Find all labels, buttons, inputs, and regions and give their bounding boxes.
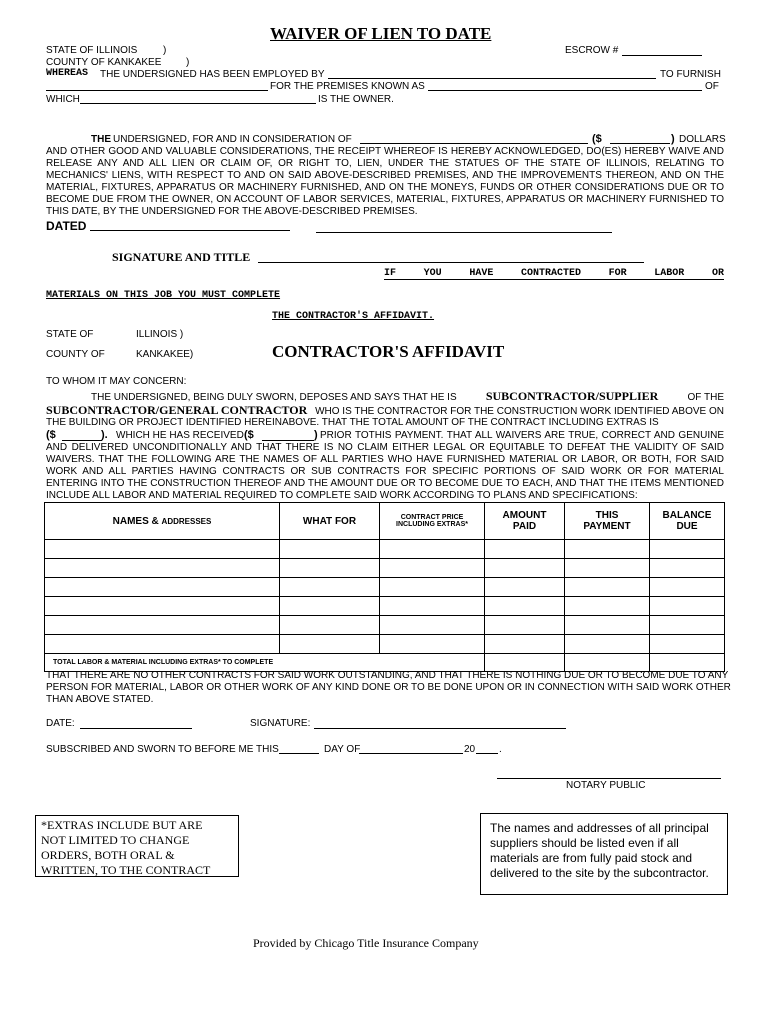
signature-line[interactable]	[316, 232, 612, 233]
notice-line-2: MATERIALS ON THIS JOB YOU MUST COMPLETE	[46, 290, 281, 301]
the-label: THE	[91, 134, 111, 145]
affidavit-line: ENTERING INTO THE CONSTRUCTION THEREOF AND THE AMOUNT DUE OR TO BECOME DUE TO EACH, AND THAT THE ITEMS MENTIONED	[46, 478, 724, 489]
whereas-word: WHEREAS	[46, 68, 89, 79]
notice-word: OR	[711, 268, 724, 279]
dated-field[interactable]	[90, 230, 290, 231]
names-note-box	[480, 813, 728, 895]
closing-line: THAT THERE ARE NO OTHER CONTRACTS FOR SAID WORK OUTSTANDING, AND THAT THERE IS NOTHING DUE OR TO BECOME DUE TO ANY	[46, 670, 729, 681]
total-label: TOTAL LABOR & MATERIAL INCLUDING EXTRAS* TO COMPLETE	[45, 654, 485, 672]
signature-label: SIGNATURE:	[250, 718, 311, 729]
received-text: WHICH HE HAS RECEIVED	[116, 430, 244, 441]
aff-state-value: ILLINOIS )	[136, 329, 184, 340]
consideration-line: RELEASE ANY AND ALL LIEN OR CLAIM OF, OR RIGHT TO, LIEN, UNDER THE STATUES OF THE STATE OF ILLINOIS, RELATING TO	[46, 158, 724, 169]
form-title: WAIVER OF LIEN TO DATE	[270, 24, 492, 43]
dollars-label: DOLLARS	[679, 134, 726, 145]
date-label: DATE:	[46, 718, 75, 729]
affidavit-line-2	[46, 403, 724, 418]
payment-table	[44, 502, 725, 672]
consideration-amount-field[interactable]	[360, 143, 588, 144]
subcontractor-general: SUBCONTRACTOR/GENERAL CONTRACTOR	[46, 403, 308, 417]
premises-field[interactable]	[428, 90, 702, 91]
received-open: ($	[244, 429, 254, 441]
date-field[interactable]	[80, 728, 192, 729]
state-label: STATE OF ILLINOIS	[46, 45, 138, 56]
received-close: )	[314, 429, 318, 441]
county-paren: )	[186, 57, 190, 68]
contract-amount-field[interactable]	[62, 440, 102, 441]
affidavit-line: WORK AND ALL PARTIES HAVING CONTRACTS OR SUB CONTRACTS FOR SPECIFIC PORTIONS OF SAID WORK OR FOR MATERIAL	[46, 466, 724, 477]
aff-county-value: KANKAKEE)	[136, 349, 194, 360]
notice-word: HAVE	[469, 268, 494, 279]
notice-word: LABOR	[654, 268, 685, 279]
notice-word: FOR	[608, 268, 627, 279]
extras-note-box	[35, 815, 239, 877]
consideration-line: MATERIAL, FIXTURES, APPARATUS OR MACHINERY FURNISHED, AND ON THE MONEYS, FUNDS OR OTHER CONSIDERATIONS DUE OR TO	[46, 182, 724, 193]
names-note-line: The names and addresses of all principal	[490, 821, 709, 835]
sworn-text: THE UNDERSIGNED, BEING DULY SWORN, DEPOSES AND SAYS THAT HE IS	[91, 392, 457, 403]
col-balance-due: BALANCE DUE	[650, 503, 725, 540]
affidavit-line: WAIVERS. THAT THE FOLLOWING ARE THE NAMES OF ALL PARTIES WHO HAVE FURNISHED MATERIAL OR LABOR, OR BOTH, FOR SAID	[46, 454, 724, 465]
table-header-row	[45, 503, 725, 540]
affidavit-text: WHO IS THE CONTRACTOR FOR THE CONSTRUCTION WORK IDENTIFIED ABOVE ON	[315, 406, 724, 417]
employer-field[interactable]	[328, 78, 656, 79]
signature-title-label: SIGNATURE AND TITLE	[112, 250, 251, 264]
closing-signature-field[interactable]	[314, 728, 566, 729]
sworn-period: .	[499, 744, 502, 755]
notary-signature-line[interactable]	[497, 778, 721, 779]
consideration-line: THIS DATE, BY THE UNDERSIGNED FOR THE ABOVE-DESCRIBED PREMISES.	[46, 206, 418, 217]
affidavit-line-1	[91, 389, 724, 404]
sworn-post: OF THE	[687, 392, 724, 403]
affidavit-line-3: THE BUILDING OR PROJECT IDENTIFIED HEREINABOVE. THAT THE TOTAL AMOUNT OF THE CONTRACT INCLUDING EXTRAS IS	[46, 417, 659, 428]
col-what-for: WHAT FOR	[280, 503, 380, 540]
col-this-payment: THIS PAYMENT	[565, 503, 650, 540]
extras-note-line: ORDERS, BOTH ORAL &	[41, 848, 175, 862]
extras-note-line: WRITTEN, TO THE CONTRACT	[41, 863, 211, 877]
notary-label: NOTARY PUBLIC	[566, 780, 646, 791]
dollar-close: )	[671, 133, 675, 145]
sworn-year-field[interactable]	[476, 753, 498, 754]
affidavit-title: CONTRACTOR'S AFFIDAVIT	[272, 342, 505, 361]
notice-word: CONTRACTED	[520, 268, 581, 279]
escrow-field[interactable]	[622, 55, 702, 56]
aff-state-label: STATE OF	[46, 329, 94, 340]
contract-amount-close: ).	[101, 429, 108, 441]
extras-note-line: *EXTRAS INCLUDE BUT ARE	[41, 818, 203, 832]
state-paren: )	[163, 45, 167, 56]
affidavit-line-4: PRIOR TOTHIS PAYMENT. THAT ALL WAIVERS ARE TRUE, CORRECT AND GENUINE	[320, 430, 724, 441]
affidavit-line: AND DELIVERED UNCONDITIONALLY AND THAT THERE IS NO CLAIM EITHER LEGAL OR EQUITABLE TO DEFEAT THE VALIDITY OF SAID	[46, 442, 724, 453]
day-of-label: DAY OF	[324, 744, 361, 755]
col-amount-paid: AMOUNT PAID	[485, 503, 565, 540]
consideration-line: AND OTHER GOOD AND VALUABLE CONSIDERATIONS, THE RECEIPT WHEREOF IS HEREBY ACKNOWLEDGED, DO(ES) HEREBY WAIVE AND	[46, 146, 724, 157]
notice-word: IF	[384, 268, 397, 279]
dollar-open: ($	[592, 133, 602, 145]
sworn-label: SUBSCRIBED AND SWORN TO BEFORE ME THIS	[46, 744, 279, 755]
footer-provider: Provided by Chicago Title Insurance Company	[253, 936, 479, 950]
sworn-day-field[interactable]	[279, 753, 319, 754]
which-label: WHICH	[46, 94, 80, 105]
table-total-row[interactable]	[45, 654, 725, 672]
col-names: NAMES & ADDRESSES	[45, 503, 280, 540]
signature-title-field[interactable]	[258, 262, 644, 263]
names-note-line: materials are from fully paid stock and	[490, 851, 693, 865]
escrow-label: ESCROW #	[565, 45, 619, 56]
received-amount-field[interactable]	[262, 440, 314, 441]
county-label: COUNTY OF KANKAKEE	[46, 57, 162, 68]
notice-line-1	[384, 268, 724, 280]
to-furnish-label: TO FURNISH	[660, 69, 721, 80]
closing-line: THAN ABOVE STATED.	[46, 694, 154, 705]
table-row[interactable]	[45, 635, 725, 654]
premises-label: FOR THE PREMISES KNOWN AS	[270, 81, 425, 92]
closing-line: PERSON FOR MATERIAL, LABOR OR OTHER WORK OF ANY KIND DONE OR TO BE DONE UPON OR IN CONNECTION WITH SAID WORK OTHER	[46, 682, 731, 693]
affidavit-line: INCLUDE ALL LABOR AND MATERIAL REQUIRED TO COMPLETE SAID WORK ACCORDING TO PLANS AND SPECIFICATIONS:	[46, 490, 638, 501]
whereas-text: THE UNDERSIGNED HAS BEEN EMPLOYED BY	[100, 69, 325, 80]
consideration-intro: UNDERSIGNED, FOR AND IN CONSIDERATION OF	[113, 134, 352, 145]
of-label: OF	[705, 81, 719, 92]
consideration-line: MECHANICS' LIENS, WITH RESPECT TO AND ON SAID ABOVE-DESCRIBED PREMISES, AND THE IMPROVEMENTS THEREON, AND ON THE	[46, 170, 724, 181]
extras-note-line: NOT LIMITED TO CHANGE	[41, 833, 190, 847]
table-row[interactable]	[45, 597, 725, 616]
consideration-dollar-field[interactable]	[610, 143, 670, 144]
furnish-field[interactable]	[46, 90, 268, 91]
table-row[interactable]	[45, 540, 725, 559]
owner-field[interactable]	[80, 103, 316, 104]
table-row[interactable]	[45, 559, 725, 578]
is-owner-label: IS THE OWNER.	[318, 94, 394, 105]
year-prefix: 20	[464, 744, 476, 755]
aff-county-label: COUNTY OF	[46, 349, 105, 360]
to-whom-label: TO WHOM IT MAY CONCERN:	[46, 376, 187, 387]
col-contract-price: CONTRACT PRICE INCLUDING EXTRAS*	[380, 503, 485, 540]
table-row[interactable]	[45, 578, 725, 597]
names-note-line: suppliers should be listed even if all	[490, 836, 679, 850]
names-note-line: delivered to the site by the subcontractor.	[490, 866, 709, 880]
table-row[interactable]	[45, 616, 725, 635]
sworn-month-field[interactable]	[359, 753, 463, 754]
notice-word: YOU	[423, 268, 442, 279]
contract-amount-open: ($	[46, 429, 56, 441]
notice-line-3: THE CONTRACTOR'S AFFIDAVIT.	[272, 311, 435, 322]
consideration-line: BECOME DUE FROM THE OWNER, ON ACCOUNT OF LABOR SERVICES, MATERIAL, FIXTURES, APPARATUS OR MACHINERY FURNISHED TO	[46, 194, 724, 205]
subcontractor-supplier: SUBCONTRACTOR/SUPPLIER	[485, 389, 659, 403]
dated-label: DATED	[46, 219, 87, 233]
